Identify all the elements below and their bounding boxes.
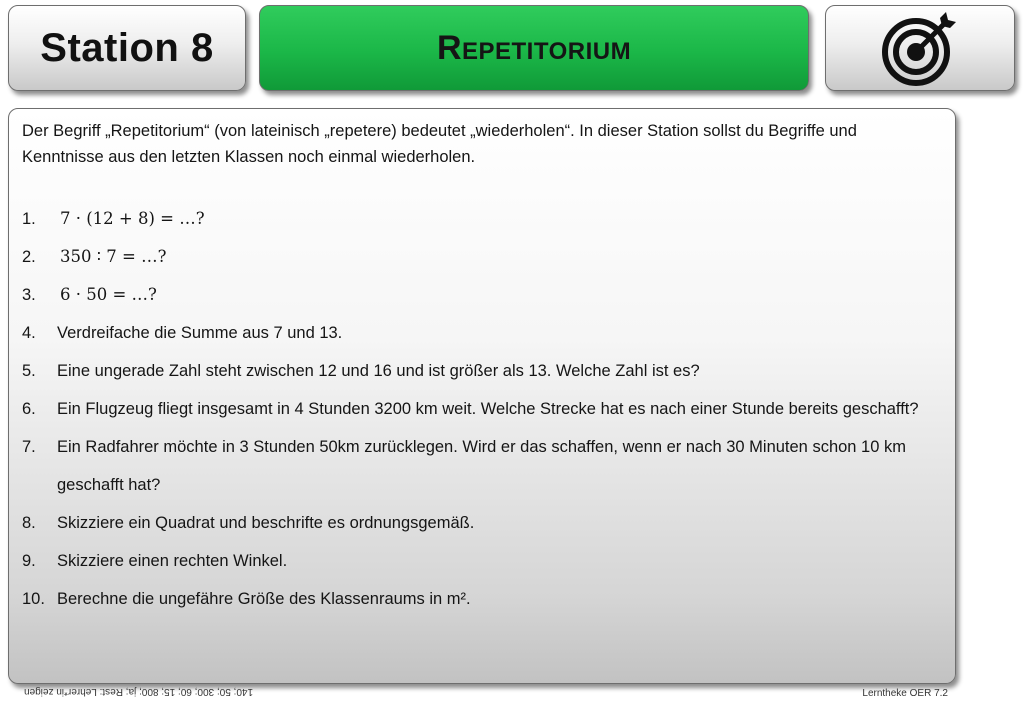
task-text: 6 · 50 = …?	[60, 285, 157, 304]
task-item	[22, 580, 942, 618]
task-item	[22, 238, 942, 276]
icon-box	[825, 5, 1015, 91]
station-title: Station 8	[40, 25, 214, 70]
task-number: 2.	[22, 248, 36, 266]
credit-footer: Lerntheke OER 7.2	[862, 688, 948, 699]
task-text: 350 ∶ 7 = …?	[60, 247, 167, 266]
task-text: Ein Flugzeug fliegt insgesamt in 4 Stunden 3200 km weit. Welche Strecke hat es nach einer Stunde bereits geschafft?	[57, 400, 919, 418]
task-number: 6.	[22, 400, 36, 418]
task-number: 3.	[22, 286, 36, 304]
task-text: Skizziere ein Quadrat und beschrifte es ordnungsgemäß.	[57, 514, 475, 532]
task-item	[22, 352, 942, 390]
task-number: 9.	[22, 552, 36, 570]
task-number: 5.	[22, 362, 36, 380]
task-text: Eine ungerade Zahl steht zwischen 12 und 16 und ist größer als 13. Welche Zahl ist es?	[57, 362, 700, 380]
task-item	[22, 314, 942, 352]
intro-text: Der Begriff „Repetitorium“ (von lateinisch „repetere) bedeutet „wiederholen“. In dieser Station sollst du Begriffe und Kenntnisse aus den letzten Klassen noch einmal wiederholen.	[22, 122, 857, 166]
task-text: Ein Radfahrer möchte in 3 Stunden 50km zurücklegen. Wird er das schaffen, wenn er nach 30 Minuten schon 10 km geschafft hat?	[57, 438, 906, 494]
title-box	[259, 5, 809, 91]
task-item	[22, 428, 942, 504]
task-item	[22, 390, 942, 428]
task-text: Verdreifache die Summe aus 7 und 13.	[57, 324, 343, 342]
task-number: 8.	[22, 514, 36, 532]
target-icon	[880, 10, 960, 86]
task-item	[22, 200, 942, 238]
station-box	[8, 5, 246, 91]
task-number: 4.	[22, 324, 36, 342]
task-list	[22, 200, 942, 618]
task-item	[22, 504, 942, 542]
task-text: 7 · (12 + 8) = …?	[60, 209, 205, 228]
solutions-footer: 140; 50; 300; 60; 15; 800; ja; Rest: Lehrer*in zeigen	[24, 686, 254, 697]
task-text: Skizziere einen rechten Winkel.	[57, 552, 288, 570]
task-text: Berechne die ungefähre Größe des Klassenraums in m².	[57, 590, 471, 608]
task-item	[22, 542, 942, 580]
task-item	[22, 276, 942, 314]
task-number: 10.	[22, 590, 45, 608]
task-number: 1.	[22, 210, 36, 228]
task-number: 7.	[22, 438, 36, 456]
page-title: Repetitorium	[436, 28, 632, 67]
